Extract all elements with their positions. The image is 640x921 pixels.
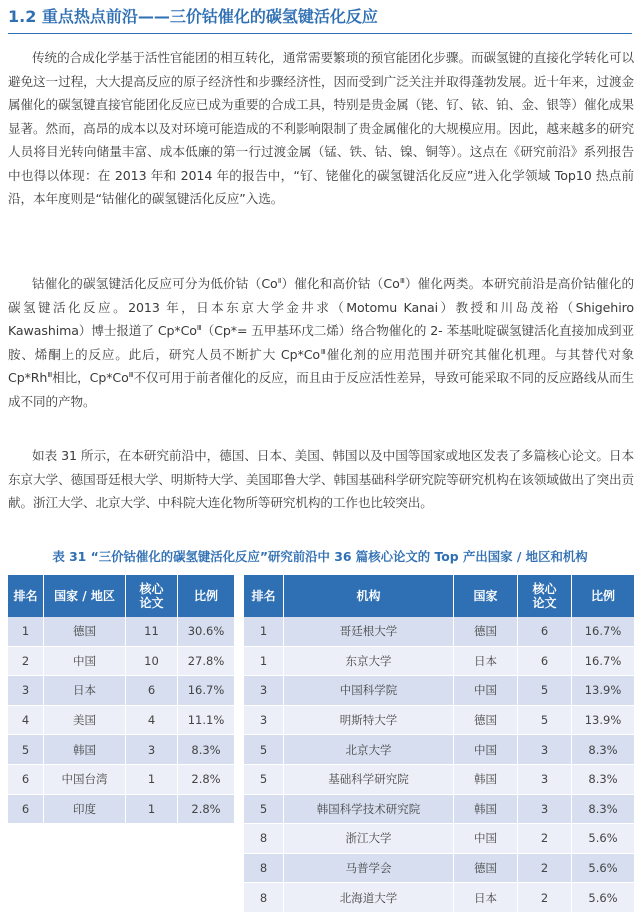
paragraph-cobalt bbox=[8, 272, 634, 413]
oxidation-state: Ⅲ bbox=[196, 323, 202, 332]
cell-country: 日本 bbox=[44, 676, 126, 706]
cell-ratio: 2.8% bbox=[178, 765, 234, 795]
cell-core-papers: 2 bbox=[518, 883, 572, 913]
cell-rank: 8 bbox=[244, 824, 284, 854]
cell-institution: 基础科学研究院 bbox=[284, 765, 454, 795]
cell-rank: 1 bbox=[244, 647, 284, 677]
cell-ratio: 13.9% bbox=[572, 676, 634, 706]
header-core-papers: 核心论文 bbox=[518, 575, 572, 617]
cell-rank: 5 bbox=[8, 735, 44, 765]
table-caption: 表 31 “三价钴催化的碳氢键活化反应”研究前沿中 36 篇核心论文的 Top 产出国家 / 地区和机构 bbox=[52, 549, 588, 564]
oxidation-state: Ⅲ bbox=[128, 370, 134, 379]
cell-core-papers: 6 bbox=[518, 617, 572, 647]
cell-institution: 北海道大学 bbox=[284, 883, 454, 913]
header-rank: 排名 bbox=[8, 575, 44, 617]
cell-ratio: 8.3% bbox=[572, 735, 634, 765]
cell-ratio: 5.6% bbox=[572, 883, 634, 913]
cell-country: 中国 bbox=[454, 676, 518, 706]
text-segment: （Cp*= 五甲基环戊二烯）络合物催化的 2- 苯基吡啶碳氢键活化直接加成到亚胺、烯酮上的反应。此后，研究人员不断扩大 Cp*Co bbox=[8, 323, 634, 362]
cell-core-papers: 10 bbox=[126, 647, 178, 677]
paragraph-table-intro bbox=[8, 444, 634, 515]
cell-country: 德国 bbox=[44, 617, 126, 647]
section-title: 重点热点前沿——三价钴催化的碳氢键活化反应 bbox=[41, 7, 378, 26]
cell-rank: 6 bbox=[8, 795, 44, 825]
cell-core-papers: 3 bbox=[518, 765, 572, 795]
country-table bbox=[8, 575, 234, 824]
cell-rank: 6 bbox=[8, 765, 44, 795]
cell-core-papers: 11 bbox=[126, 617, 178, 647]
cell-rank: 5 bbox=[244, 765, 284, 795]
table-row bbox=[244, 795, 634, 825]
paragraph-intro bbox=[8, 46, 634, 211]
cell-country: 日本 bbox=[454, 883, 518, 913]
cell-core-papers: 5 bbox=[518, 706, 572, 736]
country-table-header bbox=[8, 575, 234, 617]
table-row bbox=[8, 765, 234, 795]
cell-country: 中国台湾 bbox=[44, 765, 126, 795]
section-number: 1.2 bbox=[8, 7, 37, 26]
cell-core-papers: 6 bbox=[126, 676, 178, 706]
cell-institution: 明斯特大学 bbox=[284, 706, 454, 736]
cell-institution: 哥廷根大学 bbox=[284, 617, 454, 647]
cell-rank: 2 bbox=[8, 647, 44, 677]
cell-institution: 北京大学 bbox=[284, 735, 454, 765]
table-row bbox=[8, 706, 234, 736]
cell-country: 韩国 bbox=[454, 765, 518, 795]
header-ratio: 比例 bbox=[178, 575, 234, 617]
cell-core-papers: 3 bbox=[126, 735, 178, 765]
table-row bbox=[244, 883, 634, 913]
cell-institution: 马普学会 bbox=[284, 854, 454, 884]
cell-country: 德国 bbox=[454, 617, 518, 647]
cell-ratio: 16.7% bbox=[572, 647, 634, 677]
header-rank: 排名 bbox=[244, 575, 284, 617]
text-segment: 不仅可用于前者催化的反应，而且由于反应活性差异，导致可能采取不同的反应路线从而生成不同的产物。 bbox=[8, 370, 634, 409]
cell-core-papers: 3 bbox=[518, 735, 572, 765]
cell-core-papers: 6 bbox=[518, 647, 572, 677]
cell-core-papers: 3 bbox=[518, 795, 572, 825]
table-row bbox=[8, 676, 234, 706]
cell-ratio: 8.3% bbox=[572, 765, 634, 795]
section-heading bbox=[8, 4, 632, 34]
table-row bbox=[244, 706, 634, 736]
cell-institution: 东京大学 bbox=[284, 647, 454, 677]
cell-country: 中国 bbox=[454, 824, 518, 854]
cell-rank: 5 bbox=[244, 735, 284, 765]
oxidation-state: Ⅲ bbox=[320, 347, 327, 356]
cell-institution: 浙江大学 bbox=[284, 824, 454, 854]
cell-rank: 3 bbox=[8, 676, 44, 706]
text-segment: ）催化和高价钴（Co bbox=[281, 276, 400, 291]
table-row bbox=[244, 676, 634, 706]
paragraph-intro-text: 传统的合成化学基于活性官能团的相互转化，通常需要繁琐的预官能团化步骤。而碳氢键的直接化学转化可以避免这一过程，大大提高反应的原子经济性和步骤经济性，因而受到广泛关注并取得蓬勃发展。近十年来，过渡金属催化的碳氢键直接官能团化反应已成为重要的合成工具，特别是贵金属（铑、钌、铱、铂、金、银等）催化成果显著。然而，高昂的成本以及对环境可能造成的不利影响限制了贵金属催化的大规模应用。因此，越来越多的研究人员将目光转向储量丰富、成本低廉的第一行过渡金属（锰、铁、钴、镍、铜等）。这点在《研究前沿》系列报告中也得以体现：在 2013 年和 2014 年的报告中，“钌、铑催化的碳氢键活化反应”进入化学领域 Top10 热点前沿，本年度则是“钴催化的碳氢键活化反应”入选。 bbox=[8, 50, 634, 206]
cell-country: 德国 bbox=[454, 854, 518, 884]
header-country: 国家 / 地区 bbox=[44, 575, 126, 617]
cell-ratio: 27.8% bbox=[178, 647, 234, 677]
cell-core-papers: 1 bbox=[126, 765, 178, 795]
cell-ratio: 16.7% bbox=[572, 617, 634, 647]
oxidation-state: Ⅱ bbox=[277, 276, 282, 285]
cell-ratio: 30.6% bbox=[178, 617, 234, 647]
table-row bbox=[244, 647, 634, 677]
cell-core-papers: 5 bbox=[518, 676, 572, 706]
cell-country: 韩国 bbox=[454, 795, 518, 825]
oxidation-state: Ⅲ bbox=[47, 370, 53, 379]
cell-ratio: 11.1% bbox=[178, 706, 234, 736]
cell-ratio: 13.9% bbox=[572, 706, 634, 736]
cell-country: 美国 bbox=[44, 706, 126, 736]
cell-rank: 8 bbox=[244, 883, 284, 913]
cell-core-papers: 1 bbox=[126, 795, 178, 825]
oxidation-state: Ⅲ bbox=[399, 276, 405, 285]
table-row bbox=[8, 735, 234, 765]
cell-rank: 4 bbox=[8, 706, 44, 736]
table-row bbox=[244, 854, 634, 884]
cell-country: 中国 bbox=[454, 735, 518, 765]
cell-country: 日本 bbox=[454, 647, 518, 677]
cell-country: 中国 bbox=[44, 647, 126, 677]
text-segment: 相比，Cp*Co bbox=[52, 370, 129, 385]
cell-core-papers: 4 bbox=[126, 706, 178, 736]
cell-rank: 8 bbox=[244, 854, 284, 884]
text-segment: 催化剂的应用范围并研究其催化机理。与其替代对象 Cp*Rh bbox=[8, 346, 634, 385]
cell-country: 印度 bbox=[44, 795, 126, 825]
header-ratio: 比例 bbox=[572, 575, 634, 617]
cell-rank: 5 bbox=[244, 795, 284, 825]
table-row bbox=[8, 647, 234, 677]
cell-ratio: 8.3% bbox=[178, 735, 234, 765]
cell-rank: 1 bbox=[8, 617, 44, 647]
cell-ratio: 2.8% bbox=[178, 795, 234, 825]
cell-institution: 韩国科学技术研究院 bbox=[284, 795, 454, 825]
cell-ratio: 5.6% bbox=[572, 824, 634, 854]
cell-ratio: 16.7% bbox=[178, 676, 234, 706]
cell-core-papers: 2 bbox=[518, 824, 572, 854]
table-row bbox=[8, 795, 234, 825]
table-row bbox=[244, 735, 634, 765]
header-institution: 机构 bbox=[284, 575, 454, 617]
institution-table bbox=[244, 575, 634, 913]
cell-country: 德国 bbox=[454, 706, 518, 736]
institution-table-header bbox=[244, 575, 634, 617]
cell-ratio: 8.3% bbox=[572, 795, 634, 825]
header-country: 国家 bbox=[454, 575, 518, 617]
table-row bbox=[244, 765, 634, 795]
cell-rank: 1 bbox=[244, 617, 284, 647]
table-row bbox=[244, 617, 634, 647]
table-row bbox=[8, 617, 234, 647]
cell-rank: 3 bbox=[244, 676, 284, 706]
cell-ratio: 5.6% bbox=[572, 854, 634, 884]
text-segment: ）催化两类。本研究前沿是高价钴催化的碳氢键活化反应。2013 年，日本东京大学金井求（Motomu Kanai）教授和川岛茂裕（Shigehiro Kawashima）博士报道了 Cp*Co bbox=[8, 276, 635, 338]
table-row bbox=[244, 824, 634, 854]
paragraph-table-intro-text: 如表 31 所示，在本研究前沿中，德国、日本、美国、韩国以及中国等国家或地区发表了多篇核心论文。日本东京大学、德国哥廷根大学、明斯特大学、美国耶鲁大学、韩国基础科学研究院等研究机构在该领域做出了突出贡献。浙江大学、北京大学、中科院大连化物所等研究机构的工作也比较突出。 bbox=[8, 448, 634, 510]
cell-country: 韩国 bbox=[44, 735, 126, 765]
cell-rank: 3 bbox=[244, 706, 284, 736]
cell-core-papers: 2 bbox=[518, 854, 572, 884]
text-segment: 钴催化的碳氢键活化反应可分为低价钴（Co bbox=[32, 276, 278, 291]
header-core-papers: 核心论文 bbox=[126, 575, 178, 617]
cell-institution: 中国科学院 bbox=[284, 676, 454, 706]
